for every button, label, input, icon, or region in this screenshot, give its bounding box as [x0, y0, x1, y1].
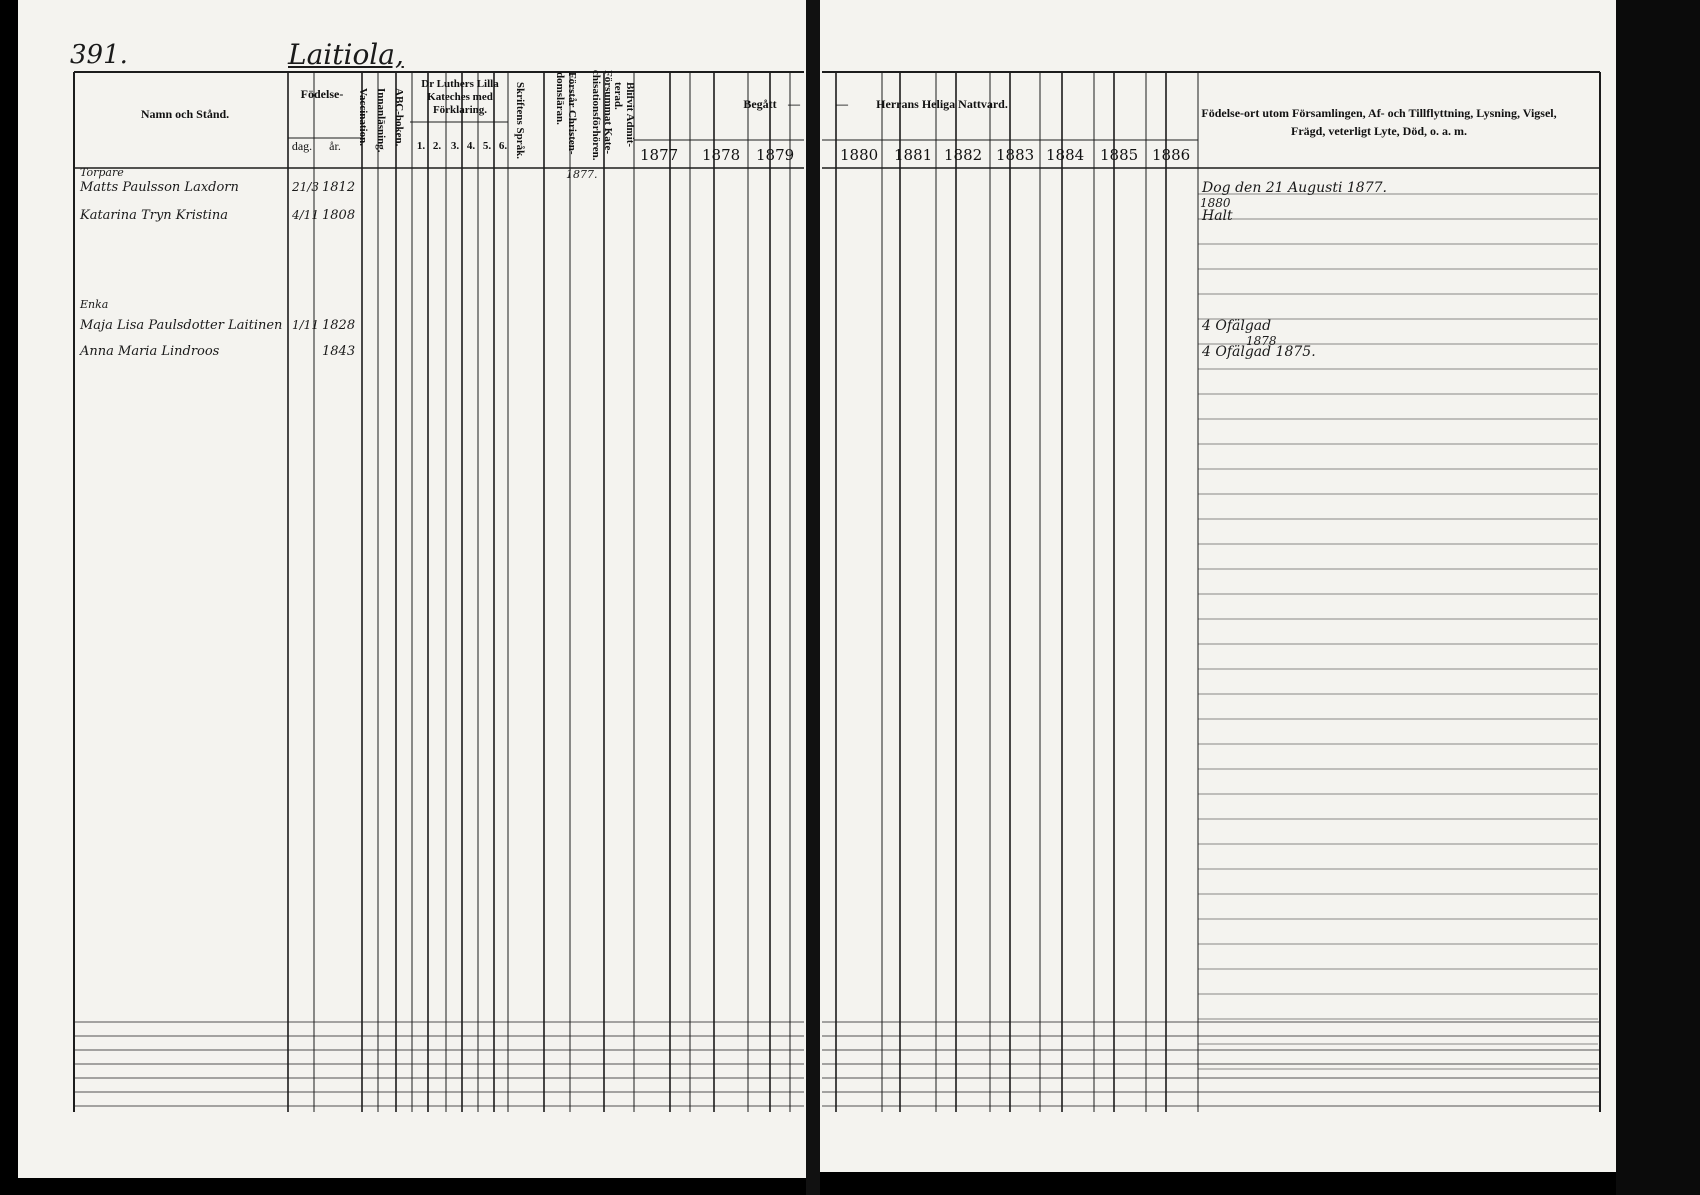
header-catechism: Dr Luthers Lilla Kateches med Förklaring. — [421, 78, 499, 116]
header-christian: Förstår Christen-domsläran. — [554, 72, 578, 155]
header-communion: Herrans Heliga Nattvard. — [876, 97, 1008, 111]
entry-name: Matts Paulsson Laxdorn — [80, 180, 239, 195]
year-1885: 1885 — [1100, 146, 1139, 164]
entry-year: 1812 — [322, 180, 356, 195]
year-1883: 1883 — [996, 146, 1035, 164]
year-1880: 1880 — [840, 146, 879, 164]
entry-name: Anna Maria Lindroos — [80, 344, 220, 359]
entry-day: 4/11 — [292, 208, 319, 222]
entry-day: 1/11 — [292, 318, 319, 332]
catechism-part-5: 5. — [482, 140, 492, 152]
note-1877: 1877. — [566, 168, 598, 181]
header-vaccination: Vaccination. — [357, 88, 369, 146]
year-1881: 1881 — [894, 146, 933, 164]
note-1878: 1878 — [1246, 334, 1277, 348]
header-dash-left: — — [788, 97, 800, 111]
header-birth: Födelse- — [300, 87, 344, 101]
entry-remark: Dog den 21 Augusti 1877. — [1202, 180, 1387, 196]
entry-name: Katarina Tryn Kristina — [80, 208, 229, 223]
catechism-part-2: 2. — [432, 140, 442, 152]
header-dash-right: — — [836, 97, 848, 111]
place-name: Laitiola, — [288, 38, 404, 71]
note-torpare: Torpare — [80, 166, 124, 179]
header-remarks: Födelse-ort utom Församlingen, Af- och Tillflyttning, Lysning, Vigsel, Frägd, veterligt Lyte, Död, o. a. m. — [1201, 106, 1557, 138]
year-1878: 1878 — [702, 146, 741, 164]
header-begatt: Begått — [743, 97, 777, 111]
entry-year: 1808 — [322, 208, 356, 223]
year-1882: 1882 — [944, 146, 983, 164]
header-birth-day: dag. — [291, 139, 313, 153]
year-1884: 1884 — [1046, 146, 1085, 164]
year-1879: 1879 — [756, 146, 795, 164]
header-name: Namn och Stånd. — [140, 107, 230, 121]
header-reading: Innanläsning. — [375, 88, 387, 153]
entry-year: 1843 — [322, 344, 356, 359]
year-1886: 1886 — [1152, 146, 1191, 164]
header-abc: ABC-boken. — [393, 88, 405, 147]
entry-remark: 4 Ofälgad — [1202, 318, 1272, 334]
year-1877: 1877 — [640, 146, 679, 164]
catechism-part-3: 3. — [450, 140, 460, 152]
header-birth-year: år. — [329, 139, 341, 153]
page-number: 391. — [70, 40, 128, 70]
entry-name: Maja Lisa Paulsdotter Laitinen — [80, 318, 283, 333]
catechism-part-6: 6. — [498, 140, 508, 152]
entry-remark: Halt — [1202, 208, 1233, 224]
header-katekisation: Försummat Kate-chisationsförhören. — [590, 70, 614, 161]
entry-remark: 4 Ofälgad 1875. — [1202, 344, 1316, 360]
entry-day: 21/3 — [292, 180, 319, 194]
catechism-part-1: 1. — [416, 140, 426, 152]
catechism-part-4: 4. — [466, 140, 476, 152]
header-scripture: Skriftens Språk. — [514, 82, 526, 160]
header-admitted: Blifvit Admit-terad. — [612, 82, 636, 148]
note-1880: 1880 — [1200, 196, 1231, 210]
note-enka: Enka — [80, 298, 109, 311]
entry-year: 1828 — [322, 318, 356, 333]
